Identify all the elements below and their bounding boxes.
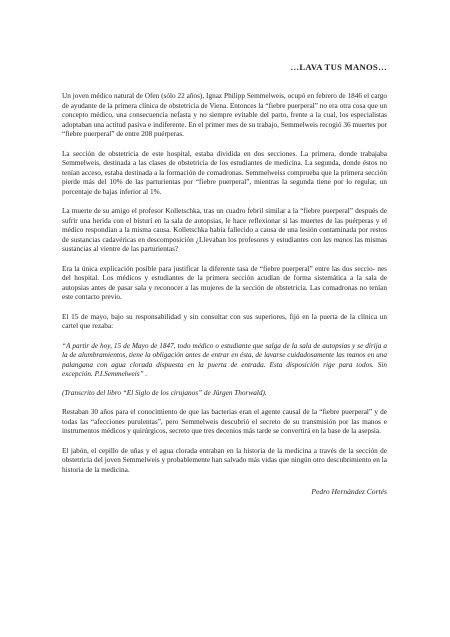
document-title: …LAVA TUS MANOS… <box>290 62 387 72</box>
document-page <box>62 62 387 496</box>
author-signature: Pedro Hernández Cortés <box>311 487 387 496</box>
paragraph-bacteria: Restaban 30 años para el conocimiento de que las bacterias eran el agente causal de la “fiebre puerperal” y de todas las “afecciones purulentas”, pero Semmelweis descubrió el secreto de su transmisión por las manos e instrumentos médicos y quirúrgicos, secreto que tres decenios más tarde se convertirá en la base de la asepsia. <box>62 408 387 435</box>
quote-source: (Transcrito del libro “El Siglo de los cirujanos” de Jürgen Thorwald). <box>62 388 267 397</box>
paragraph-notice-intro: El 15 de mayo, bajo su responsabilidad y sin consultar con sus superiores, fijó en la puerta de la clínica un cartel que rezaba: <box>62 312 387 330</box>
paragraph-kolletschka-text-b: las mismas sustancias al vientre de las parturientas? <box>62 235 387 253</box>
paragraph-kolletschka-text-a: La muerte de su amigo el profesor Kolletschka, tras un cuadro febril similar a la “fiebre puerperal” después de sufrir una herida con el bisturí en la sala de autopsias, le hace reflexionar si las muertes de las puérperas y el médico respondían a la misma causa. Kolletschka había fallecido a causa de una lesión contaminada por restos de sustancias cadavéricas en descomposición ¿Llevaban los profesores y estudiantes con <box>62 207 387 244</box>
emphasis-las-manos: las manos <box>323 235 353 244</box>
paragraph-sections: La sección de obstetricia de este hospital, estaba dividida en dos secciones. La primera, donde trabajaba Semmelweis, destinada a las clases de obstetricia de los estudiantes de medicina. La segunda, donde éstos no tenían acceso, estaba destinada a la formación de comadronas. Semmelweiss comprueba que la primera sección pierde más del 10% de las parturientas por “fiebre puerperal”, mientras la segunda tiene por lo regular, un porcentaje de bajas inferior al 1%. <box>62 149 387 196</box>
paragraph-explanation: Era la única explicación posible para justificar la diferente tasa de “fiebre puerperal” entre las dos seccio- nes del hospital. Los médicos y estudiantes de la primera sección acudían de forma sistemática a la sala de autopsias antes de pasar sala y reconocer a las mujeres de la sección de obstetricia. Las comadronas no tenían este contacto previo. <box>62 264 387 301</box>
paragraph-intro: Un joven médico natural de Ofen (sólo 22 años), Ignaz Philipp Semmelweis, ocupó en febrero de 1846 el cargo de ayudante de la primera clínica de obstetricia de Viena. Entonces la “fiebre puerperal” no era otra cosa que un concepto médico, una consecuencia nefasta y no siempre evitable del parto, frente a la cual, los especialistas adoptaban una actitud pasiva e indiferente. En el primer mes de su trabajo, Semmelweis recogió 36 muertes por “fiebre puerperal” de entre 208 puérperas. <box>62 92 387 138</box>
paragraph-kolletschka <box>62 207 387 255</box>
paragraph-conclusion: El jabón, el cepillo de uñas y el agua clorada entraban en la historia de la medicina a través de la sección de obstetricia del joven Semmelweis y probablemente han salvado más vidas que ningún otro descubrimiento en la historia de la medicina. <box>62 446 387 474</box>
notice-quote: “A partir de hoy, 15 de Mayo de 1847, todo médico o estudiante que salga de la sala de autopsias y se dirija a la de alumbramientos, tiene la obligación antes de entrar en ésta, de lavarse cuidadosamente las manos en una palangana con agua clorada dispuesta en la puerta de entrada. Esta disposición rige para todos. Sin excepción. P.I.Semmelweis” . <box>62 341 387 378</box>
